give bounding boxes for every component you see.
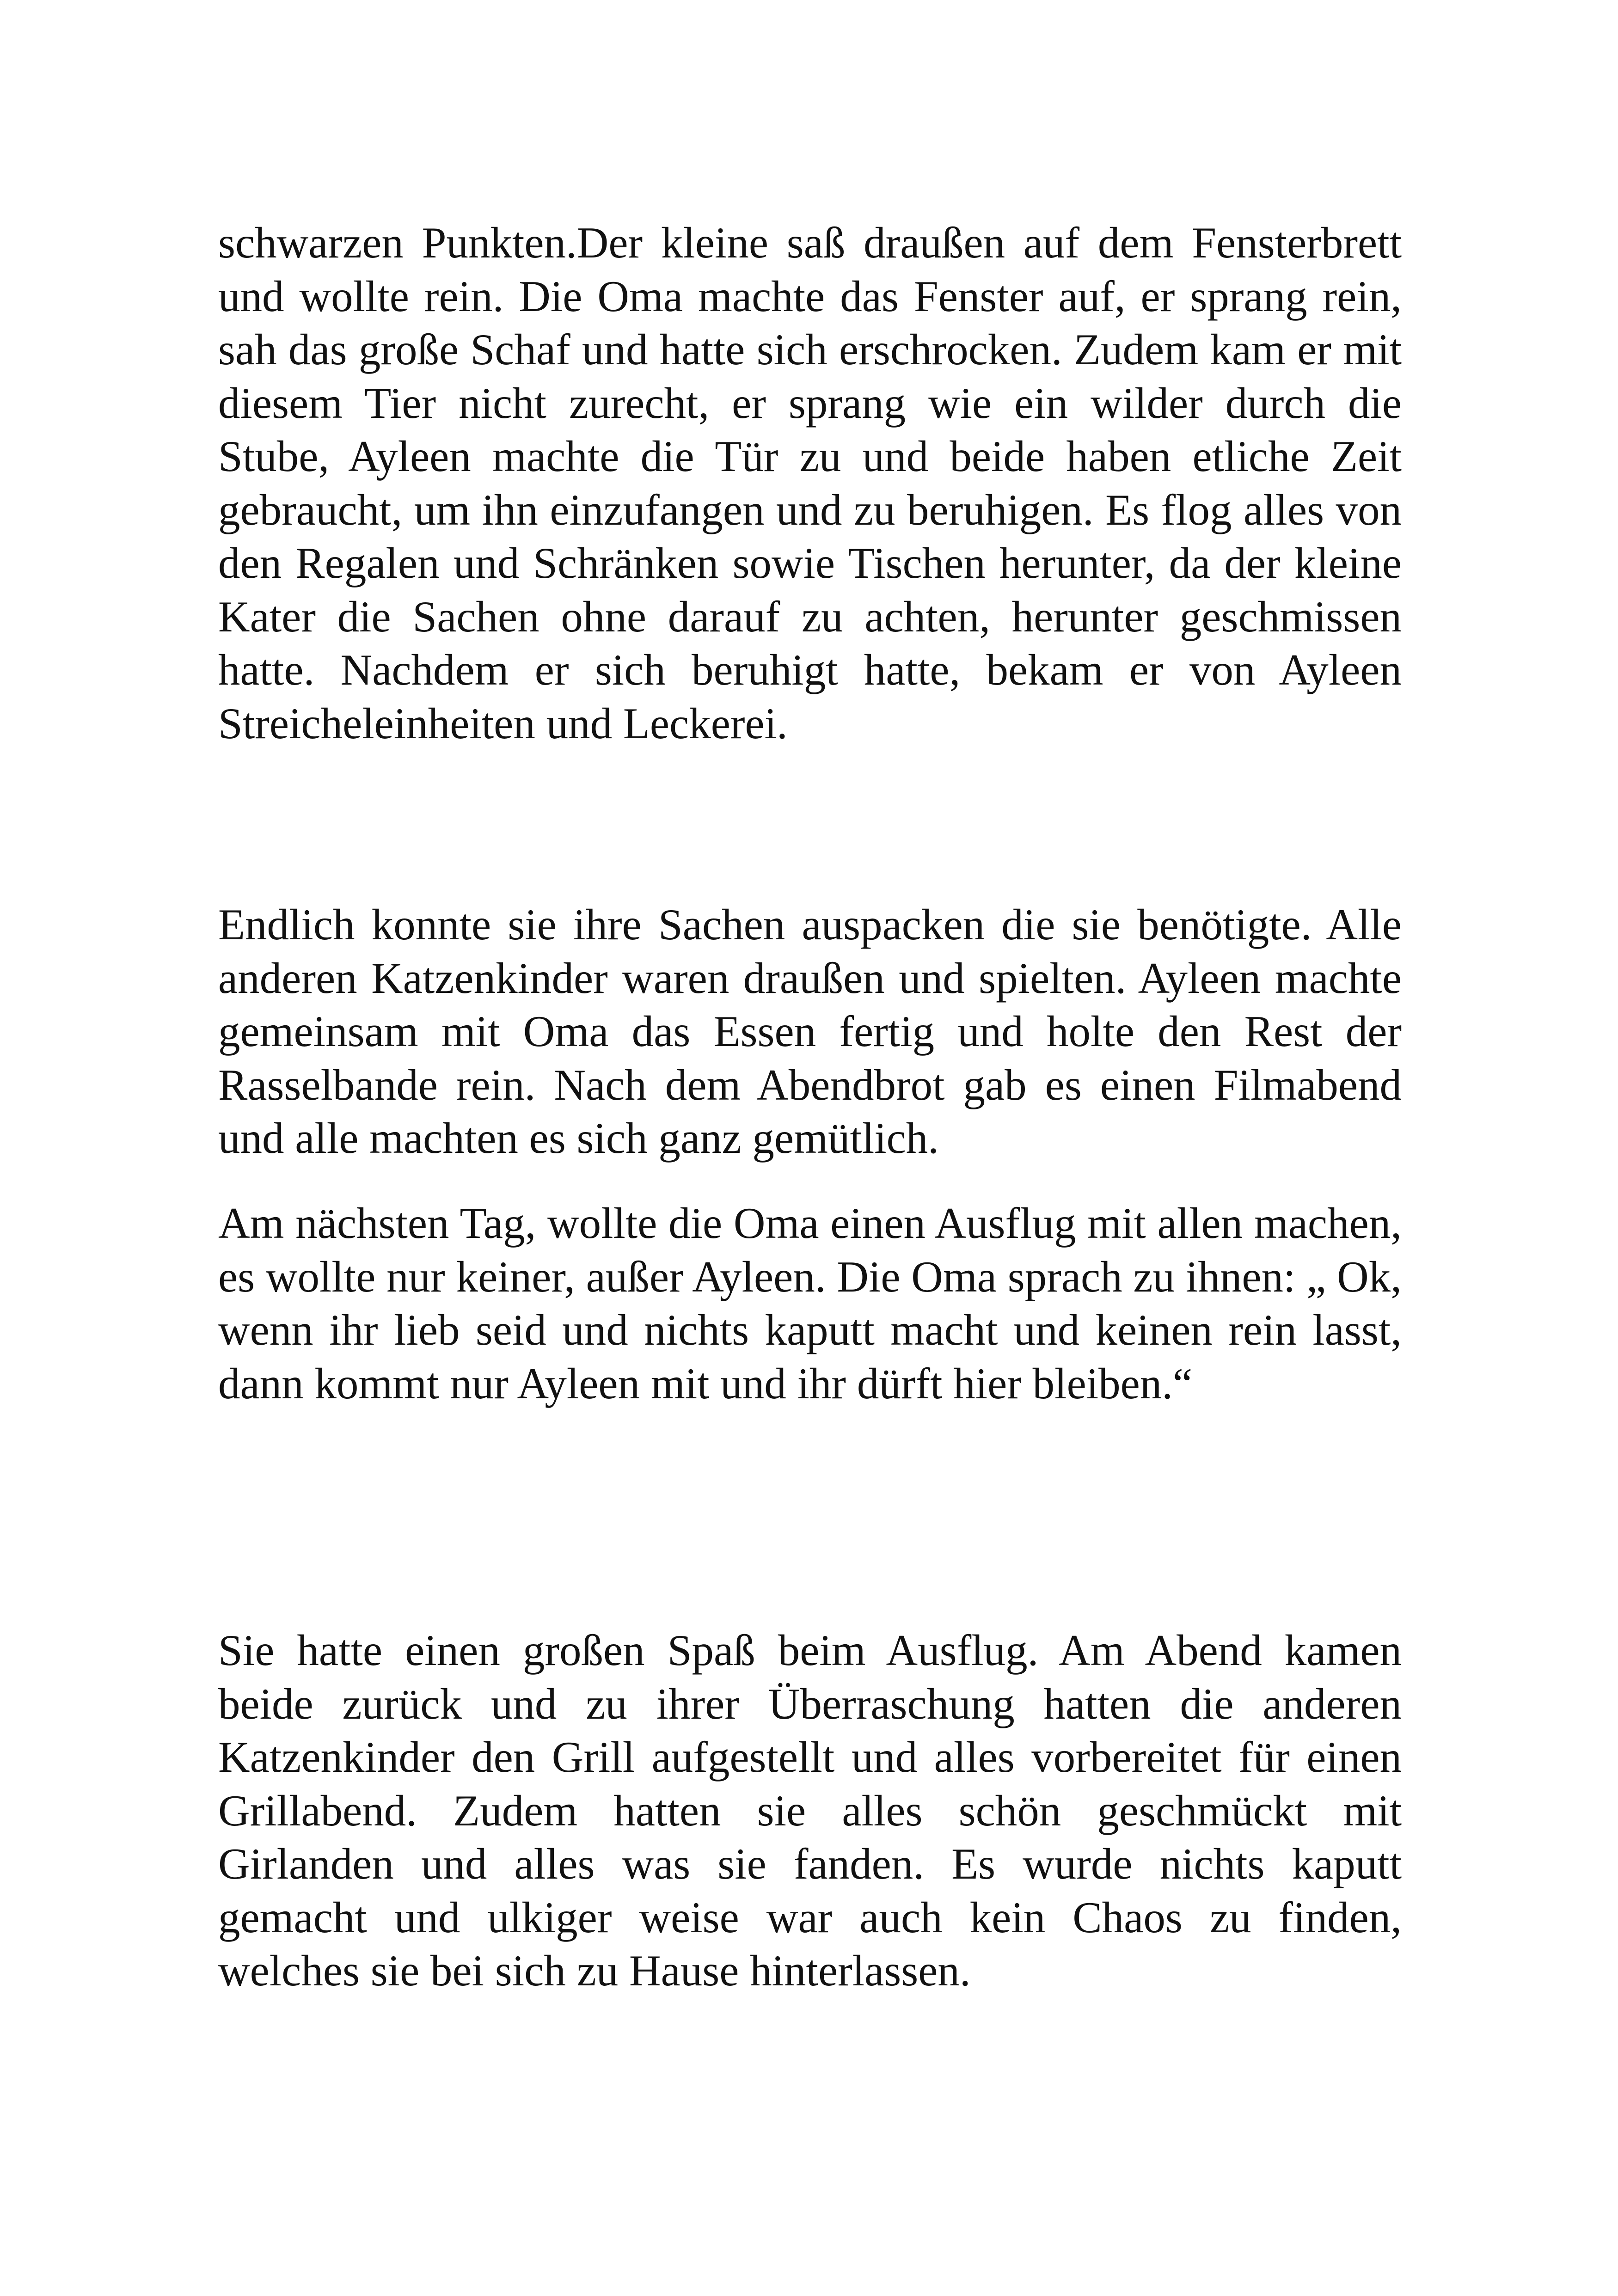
paragraph-2: Endlich konnte sie ihre Sachen auspacken die sie benötigte. Alle anderen Katzenkinder waren draußen und spielten. Ayleen machte gemeinsam mit Oma das Essen fertig und holte den Rest der Rasselbande rein. Nach dem Abendbrot gab es einen Filmabend und alle machten es sich ganz gemütlich. [218, 900, 1402, 1163]
paragraph-1: schwarzen Punkten.Der kleine saß draußen auf dem Fensterbrett und wollte rein. Die Oma machte das Fenster auf, er sprang rein, sah das große Schaf und hatte sich erschrocken. Zudem kam er mit diesem Tier nicht zurecht, er sprang wie ein wilder durch die Stube, Ayleen machte die Tür zu und beide haben etliche Zeit gebraucht, um ihn einzufangen und zu beruhigen. Es flog alles von den Regalen und Schränken sowie Tischen herunter, da der kleine Kater die Sachen ohne darauf zu achten, herunter geschmissen hatte. Nachdem er sich beruhigt hatte, bekam er von Ayleen Streicheleinheiten und Leckerei. [218, 218, 1402, 748]
paragraph-3: Am nächsten Tag, wollte die Oma einen Ausflug mit allen machen, es wollte nur keiner, außer Ayleen. Die Oma sprach zu ihnen: „ Ok, wenn ihr lieb seid und nichts kaputt macht und keinen rein lasst, dann kommt nur Ayleen mit und ihr dürft hier bleiben.“ [218, 1199, 1402, 1408]
paragraph-4: Sie hatte einen großen Spaß beim Ausflug. Am Abend kamen beide zurück und zu ihrer Überraschung hatten die anderen Katzenkinder den Grill aufgestellt und alles vorbereitet für einen Grillabend. Zudem hatten sie alles schön geschmückt mit Girlanden und alles was sie fanden. Es wurde nichts kaputt gemacht und ulkiger weise war auch kein Chaos zu finden, welches sie bei sich zu Hause hinterlassen. [218, 1626, 1402, 1995]
